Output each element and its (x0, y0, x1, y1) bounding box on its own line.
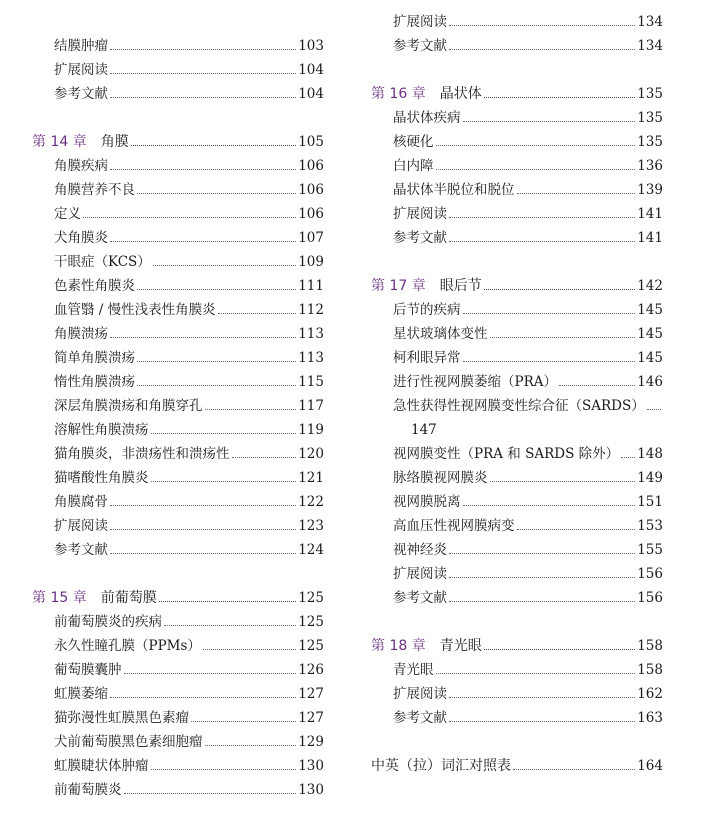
page-number: 125 (298, 614, 324, 630)
chapter-title: 角膜 (100, 134, 129, 150)
entry-title: 扩展阅读 (393, 14, 447, 30)
toc-entry[interactable] (371, 440, 663, 462)
dot-leader (517, 192, 636, 194)
toc-entry[interactable] (32, 320, 324, 342)
dot-leader (449, 48, 635, 50)
entry-title: 视神经炎 (393, 542, 447, 558)
chapter-heading (32, 590, 157, 606)
chapter-number: 第 14 章 (32, 134, 87, 150)
page-number: 156 (637, 590, 663, 606)
page-number: 135 (637, 110, 663, 126)
dot-leader (449, 600, 635, 602)
toc-entry[interactable] (32, 488, 324, 510)
page-number: 122 (298, 494, 324, 510)
entry-title: 参考文献 (54, 86, 108, 102)
dot-leader (137, 288, 296, 290)
page-number: 127 (298, 710, 324, 726)
page-number: 104 (298, 62, 324, 78)
toc-entry[interactable] (32, 776, 324, 798)
page-number: 136 (637, 158, 663, 174)
page-number: 125 (298, 590, 324, 606)
toc-entry[interactable] (32, 368, 324, 390)
dot-leader (164, 624, 296, 626)
dot-leader (436, 168, 636, 170)
page-number: 106 (298, 158, 324, 174)
entry-title: 干眼症（KCS） (54, 254, 151, 270)
dot-leader (110, 240, 296, 242)
page-number: 134 (637, 14, 663, 30)
page-number: 119 (298, 422, 324, 438)
dot-leader (449, 240, 635, 242)
page-number: 145 (637, 302, 663, 318)
page-number: 112 (298, 302, 324, 318)
dot-leader (484, 648, 636, 650)
page-number: 134 (637, 38, 663, 54)
dot-leader (449, 720, 635, 722)
toc-entry[interactable] (371, 224, 663, 246)
toc-entry[interactable] (32, 440, 324, 462)
page-number: 127 (298, 686, 324, 702)
page-number: 158 (637, 662, 663, 678)
dot-leader (110, 696, 296, 698)
entry-title: 视网膜变性（PRA 和 SARDS 除外） (393, 446, 620, 462)
page-number: 146 (637, 374, 663, 390)
entry-title: 简单角膜溃疡 (54, 350, 135, 366)
toc-chapter-entry[interactable] (371, 632, 663, 654)
page-number: 130 (298, 782, 324, 798)
chapter-number: 第 15 章 (32, 590, 87, 606)
toc-entry[interactable] (371, 344, 663, 366)
dot-leader (621, 456, 635, 458)
page-number: 156 (637, 566, 663, 582)
page-number: 113 (298, 326, 324, 342)
toc-entry[interactable] (32, 680, 324, 702)
entry-title: 核硬化 (393, 134, 434, 150)
entry-title: 犬角膜炎 (54, 230, 108, 246)
dot-leader (151, 768, 297, 770)
entry-title: 虹膜睫状体肿瘤 (54, 758, 149, 774)
page-number: 124 (298, 542, 324, 558)
entry-title: 猫角膜炎，非溃疡性和溃疡性 (54, 446, 230, 462)
entry-title: 前葡萄膜炎的疾病 (54, 614, 162, 630)
toc-entry[interactable] (371, 536, 663, 558)
toc-entry[interactable] (32, 704, 324, 726)
toc-entry[interactable] (371, 368, 663, 390)
toc-entry[interactable] (371, 152, 663, 174)
dot-leader (205, 744, 297, 746)
entry-title: 犬前葡萄膜黑色素细胞瘤 (54, 734, 203, 750)
dot-leader (484, 96, 636, 98)
dot-leader (449, 24, 635, 26)
dot-leader (436, 672, 636, 674)
toc-chapter-entry[interactable] (371, 272, 663, 294)
page-number: 107 (298, 230, 324, 246)
entry-title: 晶状体半脱位和脱位 (393, 182, 515, 198)
dot-leader (205, 408, 297, 410)
page-number: 125 (298, 638, 324, 654)
dot-leader (110, 336, 296, 338)
toc-entry[interactable] (371, 200, 663, 222)
dot-leader (218, 312, 297, 314)
dot-leader (490, 480, 636, 482)
toc-chapter-entry[interactable] (32, 128, 324, 150)
chapter-title: 青光眼 (439, 638, 482, 654)
page-number: 130 (298, 758, 324, 774)
dot-leader (232, 456, 297, 458)
entry-title: 角膜疾病 (54, 158, 108, 174)
page-number: 145 (637, 350, 663, 366)
dot-leader (110, 72, 296, 74)
dot-leader (110, 48, 296, 50)
page-number: 151 (637, 494, 663, 510)
dot-leader (449, 552, 635, 554)
entry-title: 参考文献 (393, 590, 447, 606)
page-number: 162 (637, 686, 663, 702)
dot-leader (159, 600, 297, 602)
toc-entry[interactable] (371, 488, 663, 510)
toc-entry[interactable] (32, 512, 324, 534)
entry-title: 扩展阅读 (54, 518, 108, 534)
dot-leader (513, 768, 635, 770)
entry-title: 扩展阅读 (54, 62, 108, 78)
page-number: 142 (637, 278, 663, 294)
chapter-number: 第 18 章 (371, 638, 426, 654)
toc-entry[interactable] (371, 704, 663, 726)
chapter-number: 第 16 章 (371, 86, 426, 102)
toc-entry[interactable] (32, 152, 324, 174)
dot-leader (137, 360, 296, 362)
entry-title: 进行性视网膜萎缩（PRA） (393, 374, 557, 390)
toc-entry[interactable] (371, 296, 663, 318)
dot-leader (463, 312, 636, 314)
toc-entry[interactable] (32, 752, 324, 774)
dot-leader (517, 528, 636, 530)
page-number: 135 (637, 86, 663, 102)
toc-entry[interactable] (371, 560, 663, 582)
dot-leader (124, 672, 297, 674)
chapter-heading (371, 638, 482, 654)
toc-entry[interactable] (32, 536, 324, 558)
entry-title: 后节的疾病 (393, 302, 461, 318)
toc-entry[interactable] (371, 8, 663, 30)
page-number: 103 (298, 38, 324, 54)
page-number: 129 (298, 734, 324, 750)
toc-entry[interactable] (32, 656, 324, 678)
page-number: 126 (298, 662, 324, 678)
entry-title: 参考文献 (393, 230, 447, 246)
entry-title: 惰性角膜溃疡 (54, 374, 135, 390)
page-number: 164 (637, 758, 663, 774)
entry-title: 视网膜脱离 (393, 494, 461, 510)
entry-title: 色素性角膜炎 (54, 278, 135, 294)
toc-chapter-entry[interactable] (371, 80, 663, 102)
toc-entry[interactable] (371, 512, 663, 534)
page-number: 121 (298, 470, 324, 486)
toc-entry[interactable] (32, 176, 324, 198)
dot-leader (436, 144, 636, 146)
page-number: 111 (298, 278, 324, 294)
page-number: 135 (637, 134, 663, 150)
toc-entry[interactable] (371, 656, 663, 678)
dot-leader (463, 504, 636, 506)
toc-entry-continuation[interactable] (371, 416, 663, 438)
page-number: 153 (637, 518, 663, 534)
entry-title: 角膜溃疡 (54, 326, 108, 342)
page-number: 113 (298, 350, 324, 366)
entry-title: 定义 (54, 206, 81, 222)
dot-leader (110, 504, 296, 506)
dot-leader (203, 648, 296, 650)
dot-leader (559, 384, 635, 386)
toc-glossary-entry[interactable] (371, 752, 663, 774)
dot-leader (151, 432, 297, 434)
dot-leader (463, 120, 636, 122)
dot-leader (137, 384, 296, 386)
entry-title: 高血压性视网膜病变 (393, 518, 515, 534)
entry-title: 扩展阅读 (393, 686, 447, 702)
dot-leader (83, 216, 296, 218)
toc-chapter-entry[interactable] (32, 584, 324, 606)
toc-entry[interactable] (371, 464, 663, 486)
page-number: 117 (298, 398, 324, 414)
toc-entry[interactable] (32, 32, 324, 54)
chapter-number: 第 17 章 (371, 278, 426, 294)
dot-leader (153, 264, 296, 266)
toc-entry[interactable] (32, 392, 324, 414)
entry-title: 扩展阅读 (393, 206, 447, 222)
toc-entry[interactable] (32, 248, 324, 270)
page-number: 115 (298, 374, 324, 390)
toc-entry[interactable] (32, 632, 324, 654)
toc-entry[interactable] (371, 104, 663, 126)
toc-entry[interactable] (32, 728, 324, 750)
entry-title: 结膜肿瘤 (54, 38, 108, 54)
page-number: 120 (298, 446, 324, 462)
entry-title: 溶解性角膜溃疡 (54, 422, 149, 438)
toc-entry[interactable] (371, 584, 663, 606)
page-number: 109 (298, 254, 324, 270)
dot-leader (484, 288, 636, 290)
entry-title: 白内障 (393, 158, 434, 174)
entry-title: 葡萄膜囊肿 (54, 662, 122, 678)
entry-title: 深层角膜溃疡和角膜穿孔 (54, 398, 203, 414)
entry-title: 虹膜萎缩 (54, 686, 108, 702)
toc-entry[interactable] (32, 344, 324, 366)
toc-entry[interactable] (32, 608, 324, 630)
page-number: 155 (637, 542, 663, 558)
chapter-heading (32, 134, 129, 150)
toc-entry[interactable] (371, 128, 663, 150)
dot-leader (463, 360, 636, 362)
dot-leader (110, 552, 296, 554)
entry-title: 前葡萄膜炎 (54, 782, 122, 798)
entry-title: 参考文献 (54, 542, 108, 558)
chapter-title: 晶状体 (439, 86, 482, 102)
entry-title: 柯利眼异常 (393, 350, 461, 366)
entry-title: 中英（拉）词汇对照表 (371, 758, 511, 774)
page-number: 141 (637, 230, 663, 246)
chapter-title: 眼后节 (439, 278, 482, 294)
dot-leader (647, 408, 661, 410)
dot-leader (191, 720, 296, 722)
page-number: 105 (298, 134, 324, 150)
page-number: 104 (298, 86, 324, 102)
entry-title: 扩展阅读 (393, 566, 447, 582)
dot-leader (449, 576, 635, 578)
toc-entry[interactable] (32, 200, 324, 222)
entry-title: 星状玻璃体变性 (393, 326, 488, 342)
dot-leader (151, 480, 297, 482)
entry-title: 青光眼 (393, 662, 434, 678)
entry-title: 参考文献 (393, 710, 447, 726)
page-number: 106 (298, 182, 324, 198)
toc-entry[interactable] (371, 176, 663, 198)
entry-title: 角膜腐骨 (54, 494, 108, 510)
dot-leader (490, 336, 636, 338)
entry-title: 猫嗜酸性角膜炎 (54, 470, 149, 486)
dot-leader (131, 144, 297, 146)
toc-entry[interactable] (371, 680, 663, 702)
dot-leader (449, 216, 635, 218)
page-number: 139 (637, 182, 663, 198)
toc-entry[interactable] (32, 464, 324, 486)
entry-title: 血管翳 / 慢性浅表性角膜炎 (54, 302, 216, 318)
page-number: 147 (411, 422, 437, 438)
dot-leader (110, 168, 296, 170)
entry-title: 猫弥漫性虹膜黑色素瘤 (54, 710, 189, 726)
toc-entry[interactable] (371, 320, 663, 342)
entry-title: 永久性瞳孔膜（PPMs） (54, 638, 201, 654)
entry-title: 晶状体疾病 (393, 110, 461, 126)
page-number: 148 (637, 446, 663, 462)
entry-title: 角膜营养不良 (54, 182, 135, 198)
chapter-heading (371, 278, 482, 294)
toc-entry[interactable] (32, 296, 324, 318)
dot-leader (110, 96, 296, 98)
toc-entry[interactable] (32, 224, 324, 246)
toc-entry[interactable] (371, 32, 663, 54)
page-number: 106 (298, 206, 324, 222)
page-number: 163 (637, 710, 663, 726)
toc-entry[interactable] (32, 56, 324, 78)
page-number: 123 (298, 518, 324, 534)
chapter-title: 前葡萄膜 (100, 590, 157, 606)
dot-leader (124, 792, 297, 794)
toc-entry[interactable] (32, 80, 324, 102)
entry-title: 脉络膜视网膜炎 (393, 470, 488, 486)
page-number: 149 (637, 470, 663, 486)
chapter-heading (371, 86, 482, 102)
dot-leader (137, 192, 296, 194)
toc-entry[interactable] (32, 272, 324, 294)
entry-title: 参考文献 (393, 38, 447, 54)
entry-title: 急性获得性视网膜变性综合征（SARDS） (393, 398, 645, 414)
dot-leader (449, 696, 635, 698)
dot-leader (110, 528, 296, 530)
toc-entry[interactable] (371, 392, 663, 414)
page-number: 158 (637, 638, 663, 654)
toc-entry[interactable] (32, 416, 324, 438)
page-number: 145 (637, 326, 663, 342)
page-number: 141 (637, 206, 663, 222)
